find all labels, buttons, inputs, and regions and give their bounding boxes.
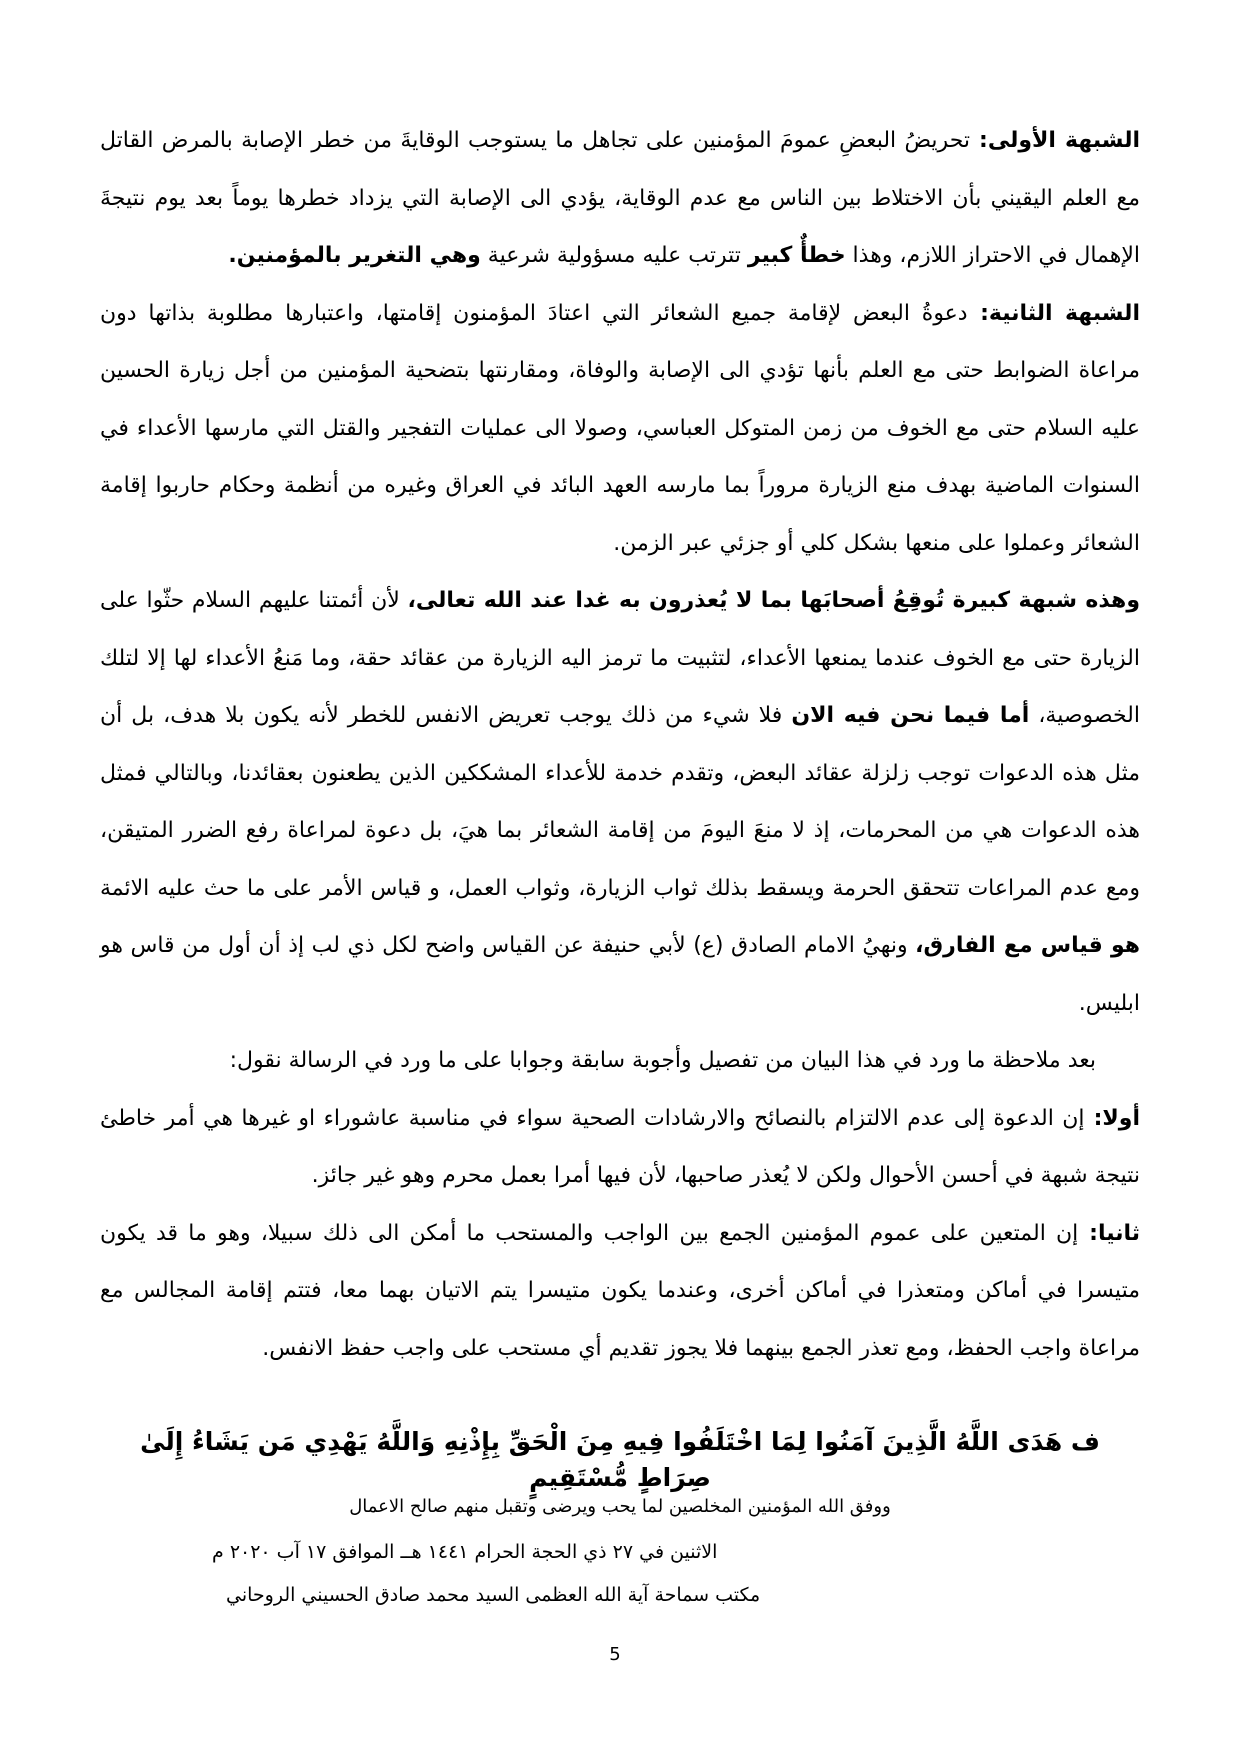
body-text: بعد ملاحظة ما ورد في هذا البيان من تفصيل وأجوبة سابقة وجوابا على ما ورد في الرسالة نقول: — [229, 1048, 1096, 1073]
section-heading-first-doubt: الشبهة الأولى: — [970, 128, 1140, 153]
body-text: تترتب عليه مسؤولية شرعية — [480, 243, 748, 268]
paragraph-transition — [100, 1032, 1140, 1090]
bold-run: أما فيما نحن فيه الان — [791, 703, 1030, 728]
body-text: دعوةُ البعض لإقامة جميع الشعائر التي اعتادَ المؤمنون إقامتها، واعتبارها مطلوبة بذاتها دون مراعاة الضوابط حتى مع العلم بأنها تؤدي الى الإصابة والوفاة، ومقارنتها بتضحية المؤمنين من أجل زيارة الحسين عليه السلام حتى مع الخوف من زمن المتوكل العباسي، وصولا الى عمليات التفجير والقتل التي مارسها الأعداء في السنوات الماضية بهدف منع الزيارة مروراً بما مارسه العهد البائد في العراق وغيره من أنظمة وحكام حاربوا إقامة الشعائر وعملوا على منعها بشكل كلي أو جزئي عبر الزمن. — [100, 300, 1140, 556]
paragraph-second-doubt — [100, 285, 1140, 573]
list-marker-second: ثانيا: — [1078, 1220, 1140, 1246]
document-body — [100, 112, 1140, 1377]
page-number: 5 — [609, 1644, 621, 1665]
body-text: فلا شيء من ذلك يوجب تعريض الانفس للخطر لأنه يكون بلا هدف، بل أن مثل هذه الدعوات توجب زلزلة عقائد البعض، وتقدم خدمة للأعداء المشككين الذين يطعنون بعقائدنا، وبالتالي فمثل هذه الدعوات هي من المحرمات، إذ لا منعَ اليومَ من إقامة الشعائر بما هيَ، بل دعوة لمراعاة رفع الضرر المتيقن، ومع عدم المراعات تتحقق الحرمة ويسقط بذلك ثواب الزيارة، وثواب العمل، و قياس الأمر على ما حث عليه الائمة — [100, 703, 1140, 901]
paragraph-second-point — [100, 1205, 1140, 1378]
bold-run: وهذه شبهة كبيرة تُوقِعُ أصحابَها بما لا يُعذرون به غدا عند الله تعالى، — [407, 588, 1140, 613]
bold-run: خطأٌ كبير — [747, 243, 846, 268]
closing-blessing: ووفق الله المؤمنين المخلصين لما يحب ويرضى وتقبل منهم صالح الاعمال — [349, 1496, 891, 1517]
body-text: تحريضُ البعضِ عمومَ المؤمنين على تجاهل ما يستوجب الوقايةَ من خطر الإصابة بالمرض القاتل مع العلم اليقيني بأن الاختلاط بين الناس مع عدم الوقاية، يؤدي الى الإصابة التي يزداد خطرها يوماً بعد يوم نتيجةَ الإهمال في الاحتراز اللازم، وهذا — [100, 128, 1140, 268]
body-text: لأن أئمتنا عليهم السلام حثّوا على الزيارة حتى مع الخوف عندما يمنعها الأعداء، لتثبيت ما ترمز اليه الزيارة من عقائد حقة، وما مَنعُ الأعداء لها إلا لتلك الخصوصية، — [100, 588, 1141, 728]
list-marker-first: أولا: — [1084, 1105, 1140, 1131]
section-heading-second-doubt: الشبهة الثانية: — [967, 300, 1140, 326]
body-text: إن المتعين على عموم المؤمنين الجمع بين الواجب والمستحب ما أمكن الى ذلك سبيلا، وهو ما قد يكون متيسرا في أماكن ومتعذرا في أماكن أخرى، وعندما يكون متيسرا يتم الاتيان بهما معا، فتتم إقامة المجالس مع مراعاة واجب الحفظ، ومع تعذر الجمع بينهما فلا يجوز تقديم أي مستحب على واجب حفظ الانفس. — [100, 1220, 1140, 1361]
quran-verse: ف هَدَى اللَّهُ الَّذِينَ آمَنُوا لِمَا اخْتَلَفُوا فِيهِ مِنَ الْحَقِّ بِإِذْنِهِ وَاللَّهُ يَهْدِي مَن يَشَاءُ إِلَىٰ صِرَاطٍ مُّسْتَقِيمٍ — [140, 1427, 1100, 1493]
body-text: ونهيُ الامام الصادق (ع) لأبي حنيفة عن القياس واضح لكل ذي لب إذ أن أول من قاس هو ابليس. — [100, 933, 1140, 1016]
paragraph-first-point — [100, 1090, 1140, 1205]
bold-run: وهي التغرير بالمؤمنين. — [228, 243, 481, 268]
paragraph-first-doubt — [100, 112, 1140, 285]
paragraph-response — [100, 572, 1140, 1032]
statement-date: الاثنين في ٢٧ ذي الحجة الحرام ١٤٤١ هــ الموافق ١٧ آب ٢٠٢٠ م — [212, 1541, 718, 1563]
office-signature: مكتب سماحة آية الله العظمى السيد محمد صادق الحسيني الروحاني — [226, 1584, 761, 1606]
bold-run: هو قياس مع الفارق، — [915, 933, 1141, 958]
body-text: إن الدعوة إلى عدم الالتزام بالنصائح والارشادات الصحية سواء في مناسبة عاشوراء او غيرها هي أمر خاطئ نتيجة شبهة في أحسن الأحوال ولكن لا يُعذر صاحبها، لأن فيها أمرا بعمل محرم وهو غير جائز. — [100, 1105, 1140, 1188]
